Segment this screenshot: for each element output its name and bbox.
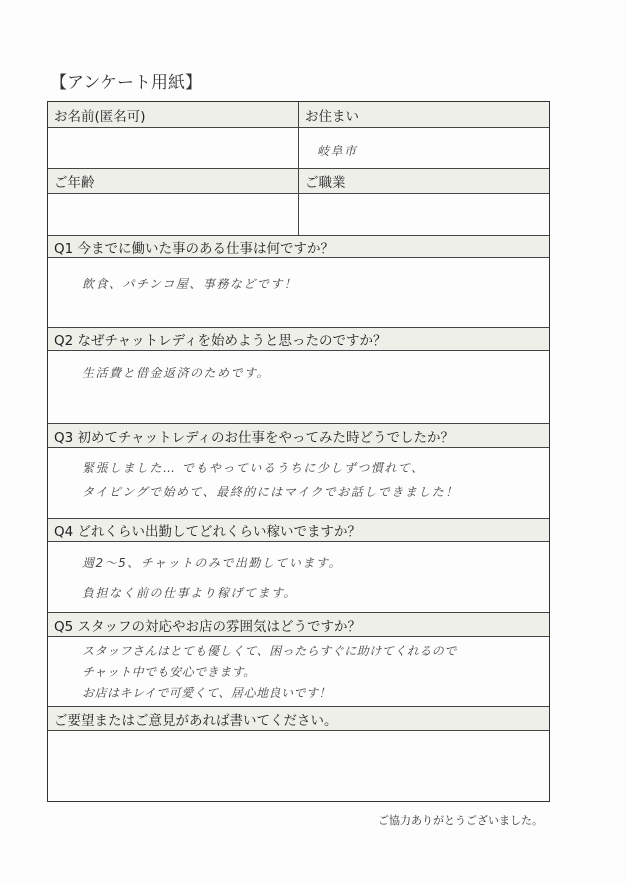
sheet-title: 【アンケート用紙】 [50,73,202,93]
answer-line: 負担なく前の仕事より稼げてます。 [82,586,298,600]
q4-answer[interactable] [48,542,549,612]
q4-label: Q4 どれくらい出勤してどれくらい稼いでますか？ [48,519,549,541]
answer-line: お店はキレイで可愛くて、居心地良いです！ [82,686,332,700]
q1-answer[interactable] [48,258,549,327]
name-label: お名前(匿名可) [48,102,298,127]
request-label: ご要望またはご意見があれば書いてください。 [48,707,549,730]
q5-label: Q5 スタッフの対応やお店の雰囲気はどうですか？ [48,613,549,636]
survey-table [47,101,550,802]
thanks-footer: ご協力ありがとうございました。 [378,814,543,827]
address-field[interactable] [298,128,549,168]
answer-line: 緊張しました… でもやっているうちに少しずつ慣れて、 [82,461,425,475]
name-field[interactable] [48,128,298,168]
q3-label: Q3 初めてチャットレディのお仕事をやってみた時どうでしたか？ [48,424,549,447]
answer-line: タイピングで始めて、最終的にはマイクでお話しできました！ [82,485,459,499]
job-label: ご職業 [298,169,549,193]
job-field[interactable] [298,194,549,235]
address-label: お住まい [298,102,549,127]
answer-line: 週2～5、チャットのみで出勤しています。 [82,556,342,570]
answer-line: スタッフさんはとても優しくて、困ったらすぐに助けてくれるので [82,644,457,658]
age-field[interactable] [48,194,298,235]
q3-answer[interactable] [48,448,549,518]
request-field[interactable] [48,731,549,801]
answer-line: チャット中でも安心できます。 [82,665,256,679]
q2-answer[interactable] [48,351,549,423]
q5-answer[interactable] [48,637,549,706]
answer-line: 生活費と借金返済のためです。 [82,366,271,380]
age-label: ご年齢 [48,169,298,193]
answer-line: 飲食、パチンコ屋、事務などです！ [82,277,298,291]
address-value: 岐阜市 [317,144,358,158]
q1-label: Q1 今までに働いた事のある仕事は何ですか？ [48,236,549,257]
q2-label: Q2 なぜチャットレディを始めようと思ったのですか？ [48,328,549,350]
